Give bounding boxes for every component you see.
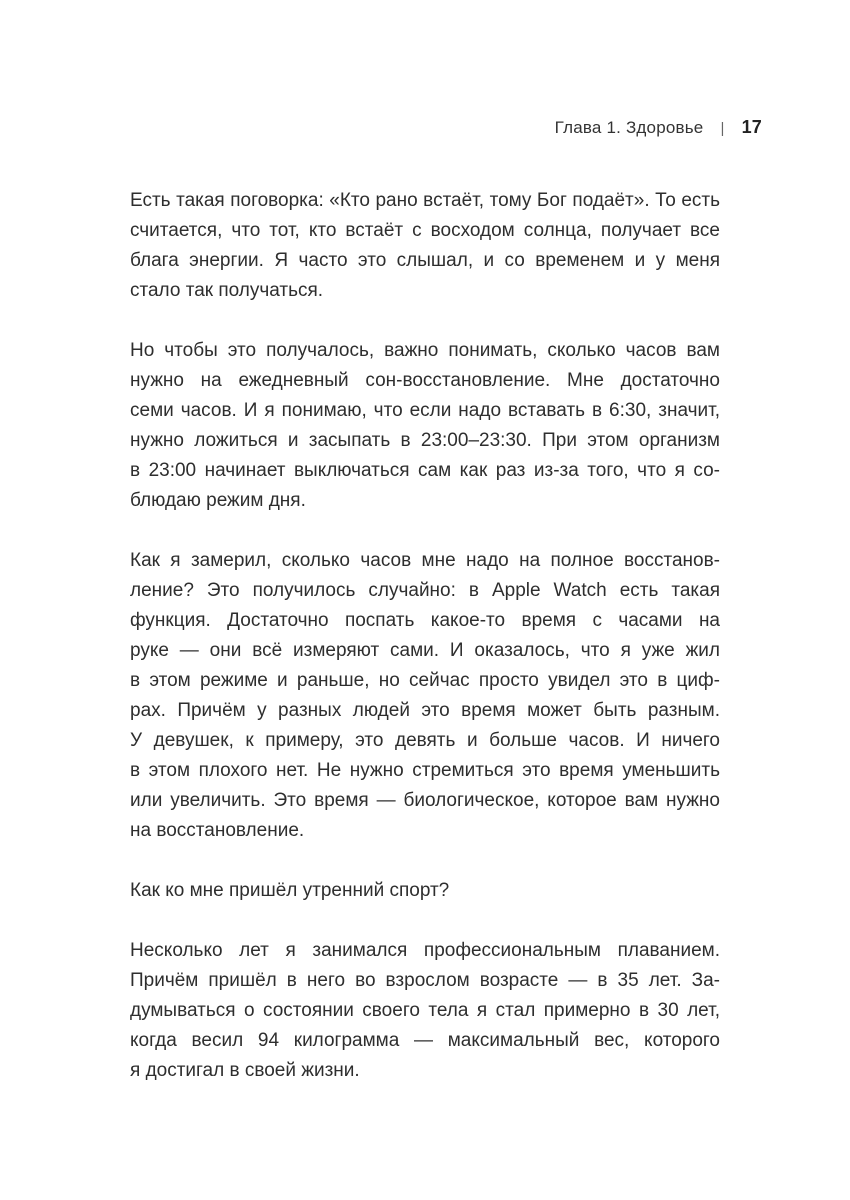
page-number: 17 [741,117,762,137]
chapter-title: Глава 1. Здоровье [554,118,704,137]
paragraph [130,336,720,516]
text-line: ление? Это получилось случайно: в Apple Watch есть такая [130,580,720,601]
paragraph [130,936,720,1086]
text-line: Причём пришёл в него во взрослом возрасте — в 35 лет. За- [130,970,720,991]
text-line: блага энергии. Я часто это слышал, и со временем и у меня [130,250,720,271]
paragraph [130,546,720,846]
text-line: рах. Причём у разных людей это время может быть разным. [130,700,720,721]
text-line: нужно ложиться и засыпать в 23:00–23:30. При этом организм [130,430,720,451]
text-line: стало так получаться. [130,280,324,301]
text-line: Несколько лет я занимался профессиональным плаванием. [130,940,720,961]
text-line: в этом режиме и раньше, но сейчас просто увидел это в циф- [130,670,720,691]
text-line: на восстановление. [130,820,305,841]
text-line: я достигал в своей жизни. [130,1060,360,1081]
paragraph [130,876,720,906]
text-line: когда весил 94 килограмма — максимальный вес, которого [130,1030,720,1051]
text-line: блюдаю режим дня. [130,490,306,511]
header-separator: | [720,120,725,137]
text-line: в 23:00 начинает выключаться сам как раз из-за того, что я со- [130,460,720,481]
text-line: У девушек, к примеру, это девять и больше часов. И ничего [130,730,720,751]
running-header [555,117,762,138]
text-line: семи часов. И я понимаю, что если надо вставать в 6:30, значит, [130,400,720,421]
body-text [130,186,720,1116]
text-line: в этом плохого нет. Не нужно стремиться это время уменьшить [130,760,720,781]
text-line: функция. Достаточно поспать какое-то время с часами на [130,610,720,631]
text-line: Но чтобы это получалось, важно понимать, сколько часов вам [130,340,720,361]
text-line: Есть такая поговорка: «Кто рано встаёт, тому Бог подаёт». То есть [130,190,720,211]
text-line: Как я замерил, сколько часов мне надо на полное восстанов- [130,550,720,571]
text-line: считается, что тот, кто встаёт с восходом солнца, получает все [130,220,720,241]
text-line: нужно на ежедневный сон-восстановление. Мне достаточно [130,370,720,391]
paragraph [130,186,720,306]
text-line: руке — они всё измеряют сами. И оказалось, что я уже жил [130,640,720,661]
text-line: или увеличить. Это время — биологическое, которое вам нужно [130,790,720,811]
text-line: Как ко мне пришёл утренний спорт? [130,880,450,901]
text-line: думываться о состоянии своего тела я стал примерно в 30 лет, [130,1000,720,1021]
